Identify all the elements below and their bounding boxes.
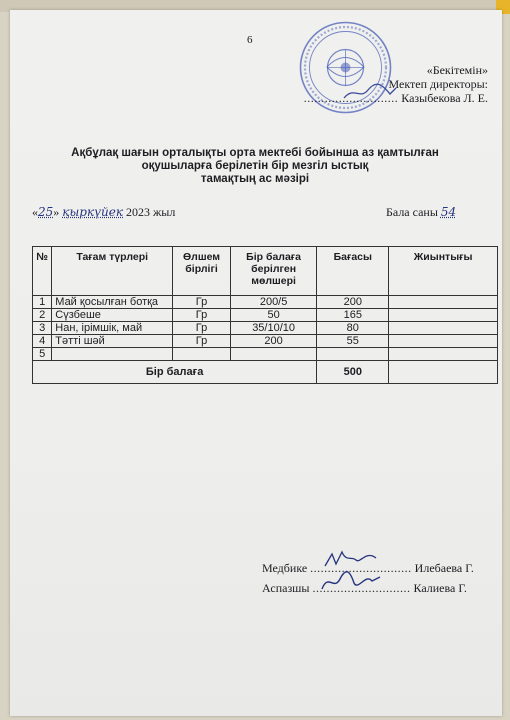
director-signature-icon [340, 80, 400, 104]
row-price: 165 [317, 309, 389, 322]
row-number: 4 [33, 335, 52, 348]
page-number: 6 [247, 34, 253, 46]
row-sum [389, 335, 498, 348]
table-header-row [33, 247, 498, 296]
table-row [33, 322, 498, 335]
title-line-2: оқушыларға берілетін бір мезгіл ыстық [141, 160, 369, 172]
col-header-unit: Өлшем бірлігі [173, 247, 231, 296]
approval-heading: «Бекітемін» [426, 63, 488, 77]
row-price [317, 348, 389, 361]
date-close-quote: » [53, 205, 60, 219]
approval-name: Казыбекова Л. Е. [401, 91, 488, 105]
date-year: 2023 жыл [126, 205, 176, 219]
total-sum [389, 361, 498, 384]
nurse-label: Медбике [262, 561, 308, 575]
row-unit: Гр [173, 335, 231, 348]
col-header-number: № [33, 247, 52, 296]
child-count [386, 205, 456, 220]
row-dish: Май қосылған ботқа [52, 296, 173, 309]
menu-table [32, 246, 498, 384]
approval-dots: ........................... [303, 91, 399, 105]
cook-signature-icon [318, 567, 384, 595]
date-month: қыркүйек [62, 205, 124, 219]
title-line-3: тамақтың ас мәзірі [200, 173, 310, 185]
row-sum [389, 348, 498, 361]
row-price: 80 [317, 322, 389, 335]
row-dish: Нан, ірімшік, май [52, 322, 173, 335]
table-row [33, 335, 498, 348]
col-header-sum: Жиынтығы [389, 247, 498, 296]
row-amount: 200 [230, 335, 316, 348]
nurse-dots: ............................. [310, 561, 412, 575]
row-dish: Тәтті шәй [52, 335, 173, 348]
table-total-row [33, 361, 498, 384]
row-sum [389, 322, 498, 335]
row-amount [230, 348, 316, 361]
nurse-name: Илебаева Г. [414, 561, 474, 575]
row-price: 55 [317, 335, 389, 348]
table-row [33, 348, 498, 361]
date-day: 25 [38, 205, 54, 219]
cook-label: Аспазшы [262, 581, 310, 595]
title-line-1: Ақбұлақ шағын орталықты орта мектебі бойынша аз қамтылған [71, 147, 439, 159]
total-label: Бір балаға [33, 361, 317, 384]
row-number: 3 [33, 322, 52, 335]
row-dish [52, 348, 173, 361]
row-price: 200 [317, 296, 389, 309]
row-sum [389, 309, 498, 322]
menu-date [32, 205, 175, 220]
col-header-amount: Бір балаға берілген мөлшері [230, 247, 316, 296]
table-row [33, 296, 498, 309]
row-unit: Гр [173, 296, 231, 309]
row-number: 1 [33, 296, 52, 309]
child-count-value: 54 [440, 205, 457, 219]
row-number: 5 [33, 348, 52, 361]
approval-position: Мектеп директоры: [388, 77, 488, 91]
total-value: 500 [317, 361, 389, 384]
row-amount: 35/10/10 [230, 322, 316, 335]
row-number: 2 [33, 309, 52, 322]
col-header-price: Бағасы [317, 247, 389, 296]
row-unit: Гр [173, 322, 231, 335]
table-row [33, 309, 498, 322]
cook-dots: ............................ [312, 581, 411, 595]
row-amount: 200/5 [230, 296, 316, 309]
row-sum [389, 296, 498, 309]
row-unit [173, 348, 231, 361]
cook-name: Калиева Г. [413, 581, 467, 595]
row-dish: Сүзбеше [52, 309, 173, 322]
row-unit: Гр [173, 309, 231, 322]
row-amount: 50 [230, 309, 316, 322]
col-header-dish: Тағам түрлері [52, 247, 173, 296]
child-count-label: Бала саны [386, 205, 438, 219]
date-open-quote: « [32, 205, 38, 219]
